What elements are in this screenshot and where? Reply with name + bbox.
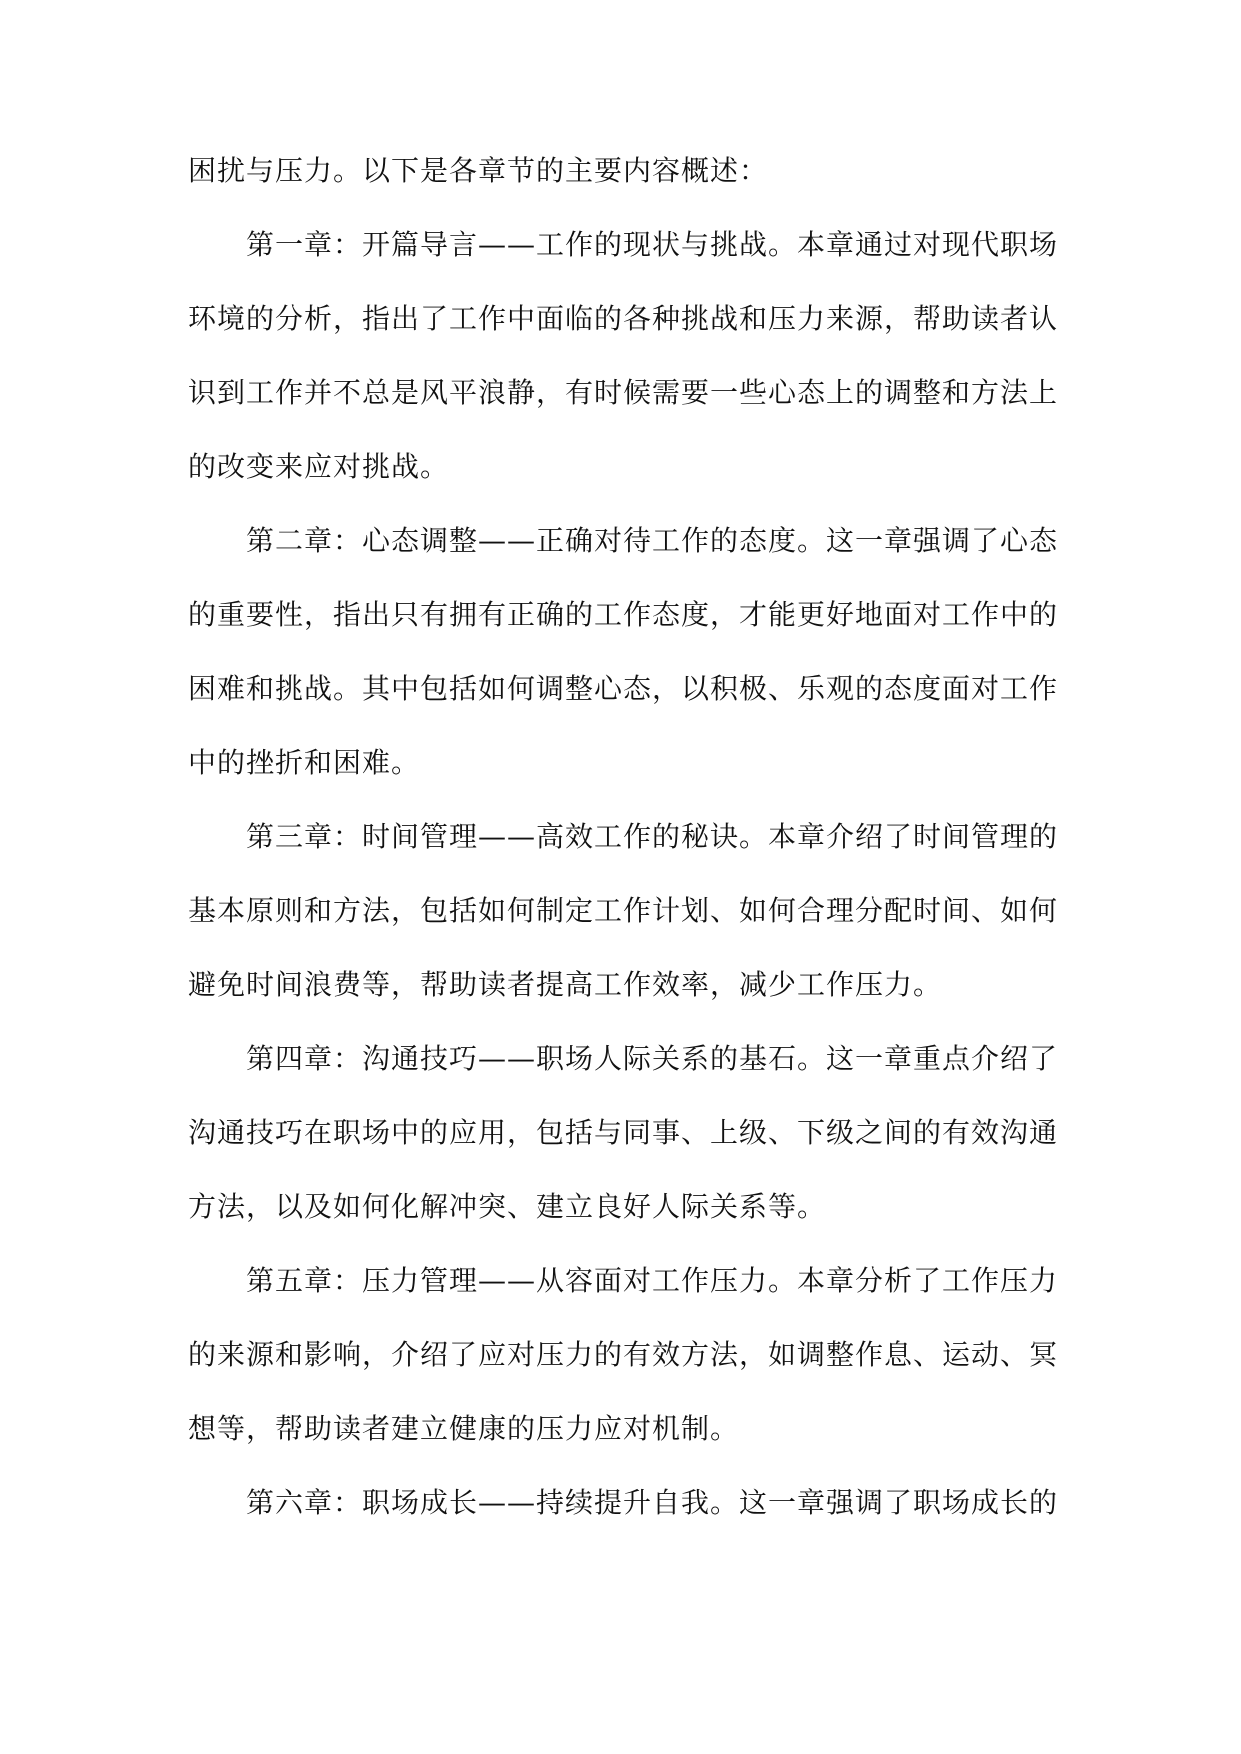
text-line: 避免时间浪费等，帮助读者提高工作效率，减少工作压力。 <box>188 968 943 1001</box>
chapter-1-heading-line: 第一章：开篇导言——工作的现状与挑战。本章通过对现代职场 <box>246 228 1059 261</box>
text-line: 困扰与压力。以下是各章节的主要内容概述： <box>188 154 769 187</box>
text-line: 识到工作并不总是风平浪静，有时候需要一些心态上的调整和方法上 <box>188 376 1059 409</box>
chapter-4-heading-line: 第四章：沟通技巧——职场人际关系的基石。这一章重点介绍了 <box>246 1042 1059 1075</box>
chapter-3-heading-line: 第三章：时间管理——高效工作的秘诀。本章介绍了时间管理的 <box>246 820 1059 853</box>
text-line: 基本原则和方法，包括如何制定工作计划、如何合理分配时间、如何 <box>188 894 1059 927</box>
text-line: 中的挫折和困难。 <box>188 746 421 779</box>
chapter-5-heading-line: 第五章：压力管理——从容面对工作压力。本章分析了工作压力 <box>246 1264 1059 1297</box>
text-line: 想等，帮助读者建立健康的压力应对机制。 <box>188 1412 740 1445</box>
text-line: 困难和挑战。其中包括如何调整心态，以积极、乐观的态度面对工作 <box>188 672 1059 705</box>
text-line: 的来源和影响，介绍了应对压力的有效方法，如调整作息、运动、冥 <box>188 1338 1059 1371</box>
text-line: 的改变来应对挑战。 <box>188 450 450 483</box>
text-line: 的重要性，指出只有拥有正确的工作态度，才能更好地面对工作中的 <box>188 598 1059 631</box>
text-line: 方法，以及如何化解冲突、建立良好人际关系等。 <box>188 1190 827 1223</box>
text-line: 环境的分析，指出了工作中面临的各种挑战和压力来源，帮助读者认 <box>188 302 1059 335</box>
document-body <box>188 134 1068 1540</box>
chapter-6-heading-line: 第六章：职场成长——持续提升自我。这一章强调了职场成长的 <box>246 1486 1059 1519</box>
chapter-2-heading-line: 第二章：心态调整——正确对待工作的态度。这一章强调了心态 <box>246 524 1059 557</box>
text-line: 沟通技巧在职场中的应用，包括与同事、上级、下级之间的有效沟通 <box>188 1116 1059 1149</box>
